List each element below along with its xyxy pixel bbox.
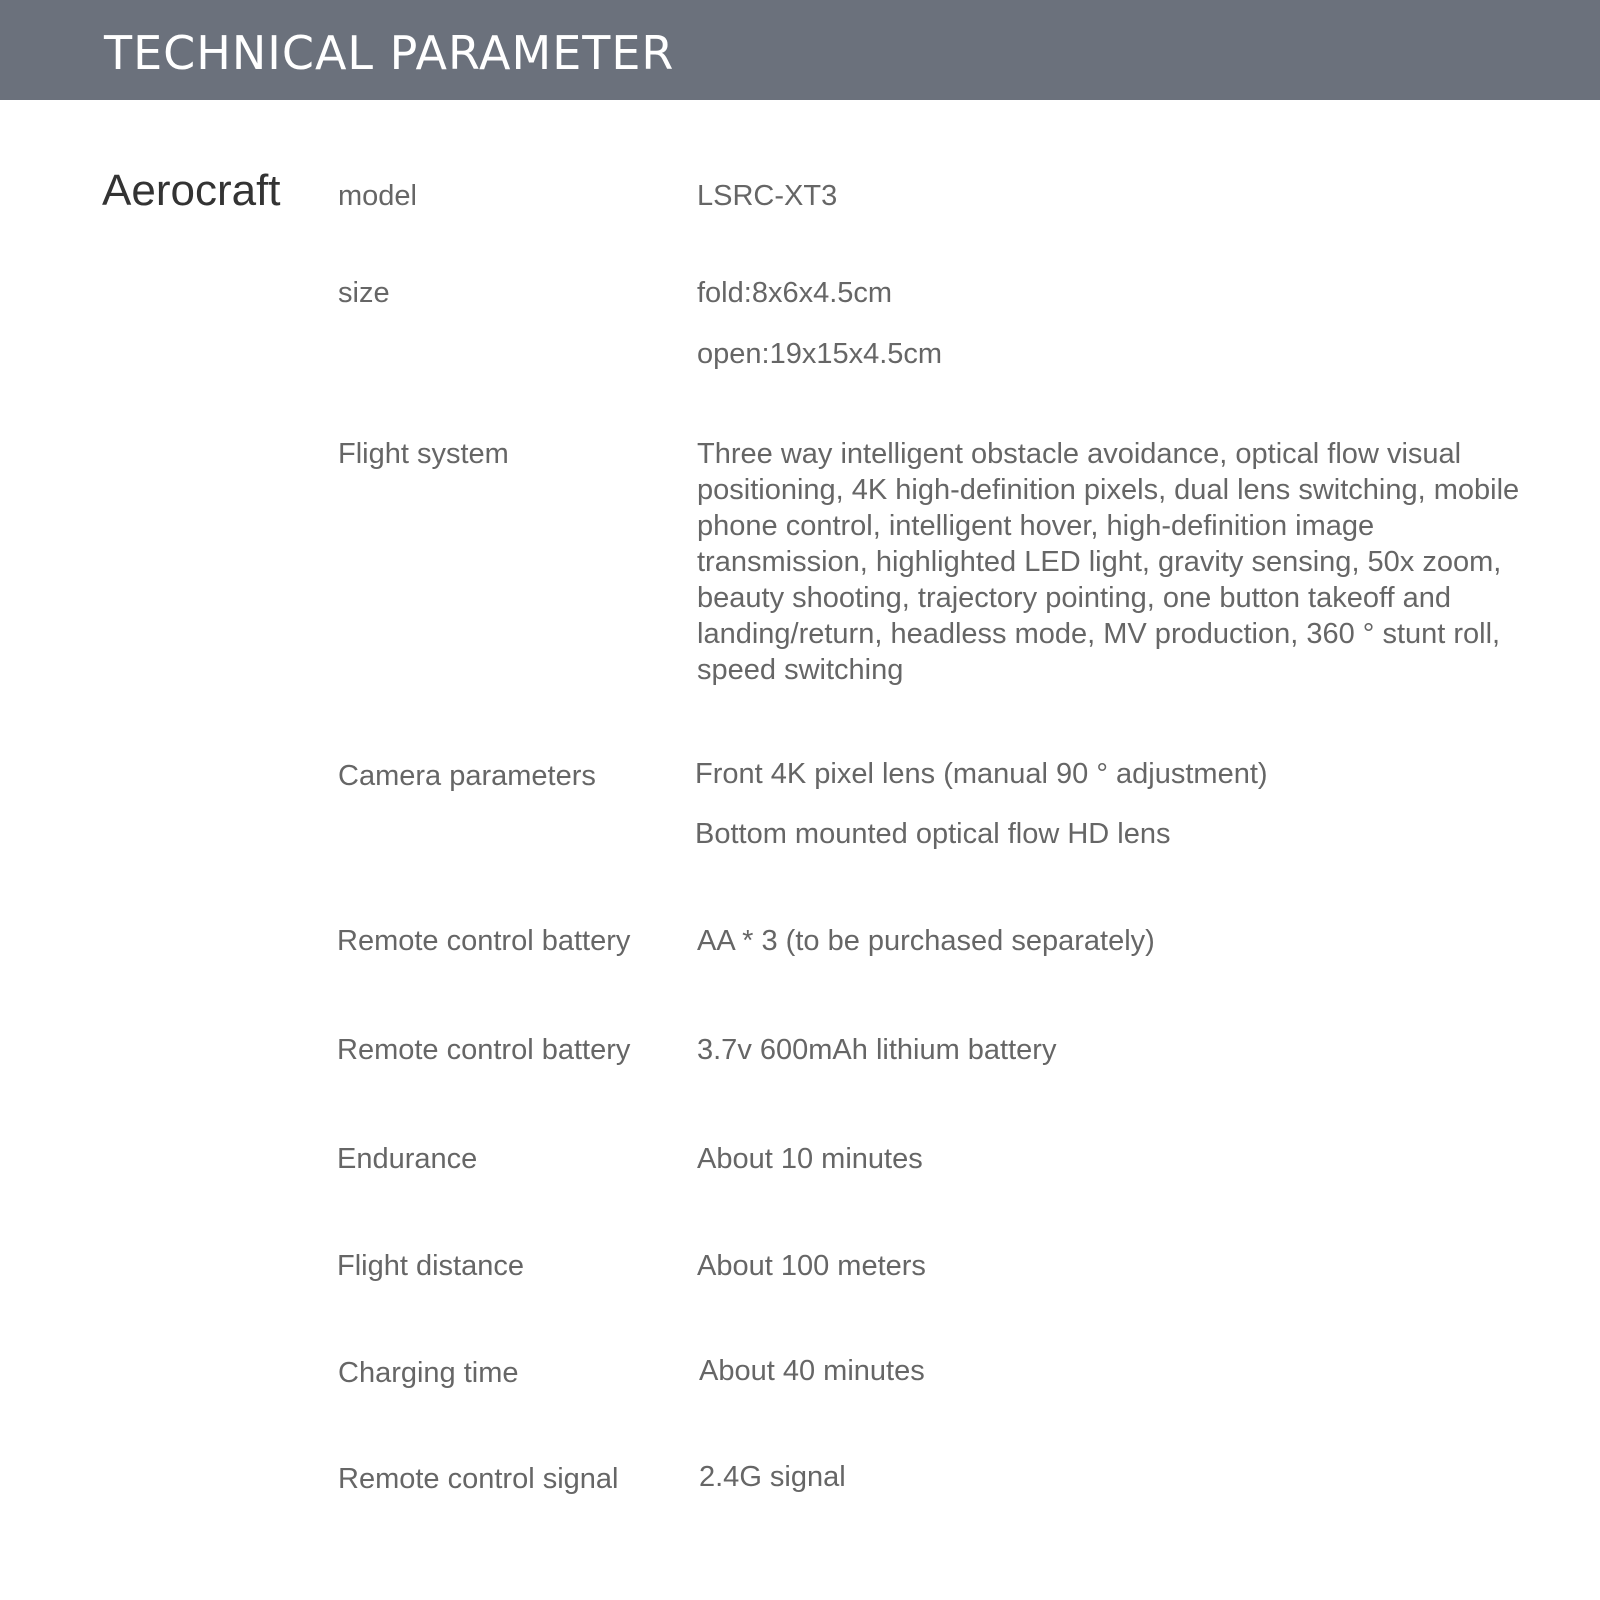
header-band <box>0 0 1600 100</box>
spec-value-remote-signal: 2.4G signal <box>699 1461 846 1493</box>
page-title: TECHNICAL PARAMETER <box>104 26 675 80</box>
spec-value-size-fold: fold:8x6x4.5cm <box>697 277 893 309</box>
spec-label-flight-system: Flight system <box>338 438 509 470</box>
spec-label-flight-distance: Flight distance <box>337 1250 524 1282</box>
spec-label-charging-time: Charging time <box>338 1357 519 1389</box>
spec-value-model: LSRC-XT3 <box>697 180 838 212</box>
spec-label-remote-battery: Remote control battery <box>337 925 631 957</box>
spec-label-model: model <box>338 180 417 212</box>
section-title: Aerocraft <box>102 166 281 215</box>
spec-label-camera: Camera parameters <box>338 760 596 792</box>
spec-value-flight-system: Three way intelligent obstacle avoidance, optical flow visual positioning, 4K high-definition pixels, dual lens switching, mobile phone control, intelligent hover, high-definition image transmission, highlighted LED light, gravity sensing, 50x zoom, beauty shooting, trajectory pointing, one button takeoff and landing/return, headless mode, MV production, 360 ° stunt roll, speed switching <box>697 438 1520 686</box>
spec-value-remote-battery: AA * 3 (to be purchased separately) <box>697 925 1155 957</box>
spec-label-size: size <box>338 277 390 309</box>
spec-label-remote-signal: Remote control signal <box>338 1463 619 1495</box>
spec-value-size-open: open:19x15x4.5cm <box>697 338 943 370</box>
spec-label-remote-battery-2: Remote control battery <box>337 1034 631 1066</box>
spec-value-charging-time: About 40 minutes <box>699 1355 925 1387</box>
spec-value-flight-distance: About 100 meters <box>697 1250 926 1282</box>
spec-value-camera-front: Front 4K pixel lens (manual 90 ° adjustment) <box>695 758 1268 790</box>
spec-value-camera-bottom: Bottom mounted optical flow HD lens <box>695 818 1171 850</box>
spec-label-endurance: Endurance <box>337 1143 478 1175</box>
spec-value-remote-battery-2: 3.7v 600mAh lithium battery <box>697 1034 1057 1066</box>
spec-value-endurance: About 10 minutes <box>697 1143 923 1175</box>
